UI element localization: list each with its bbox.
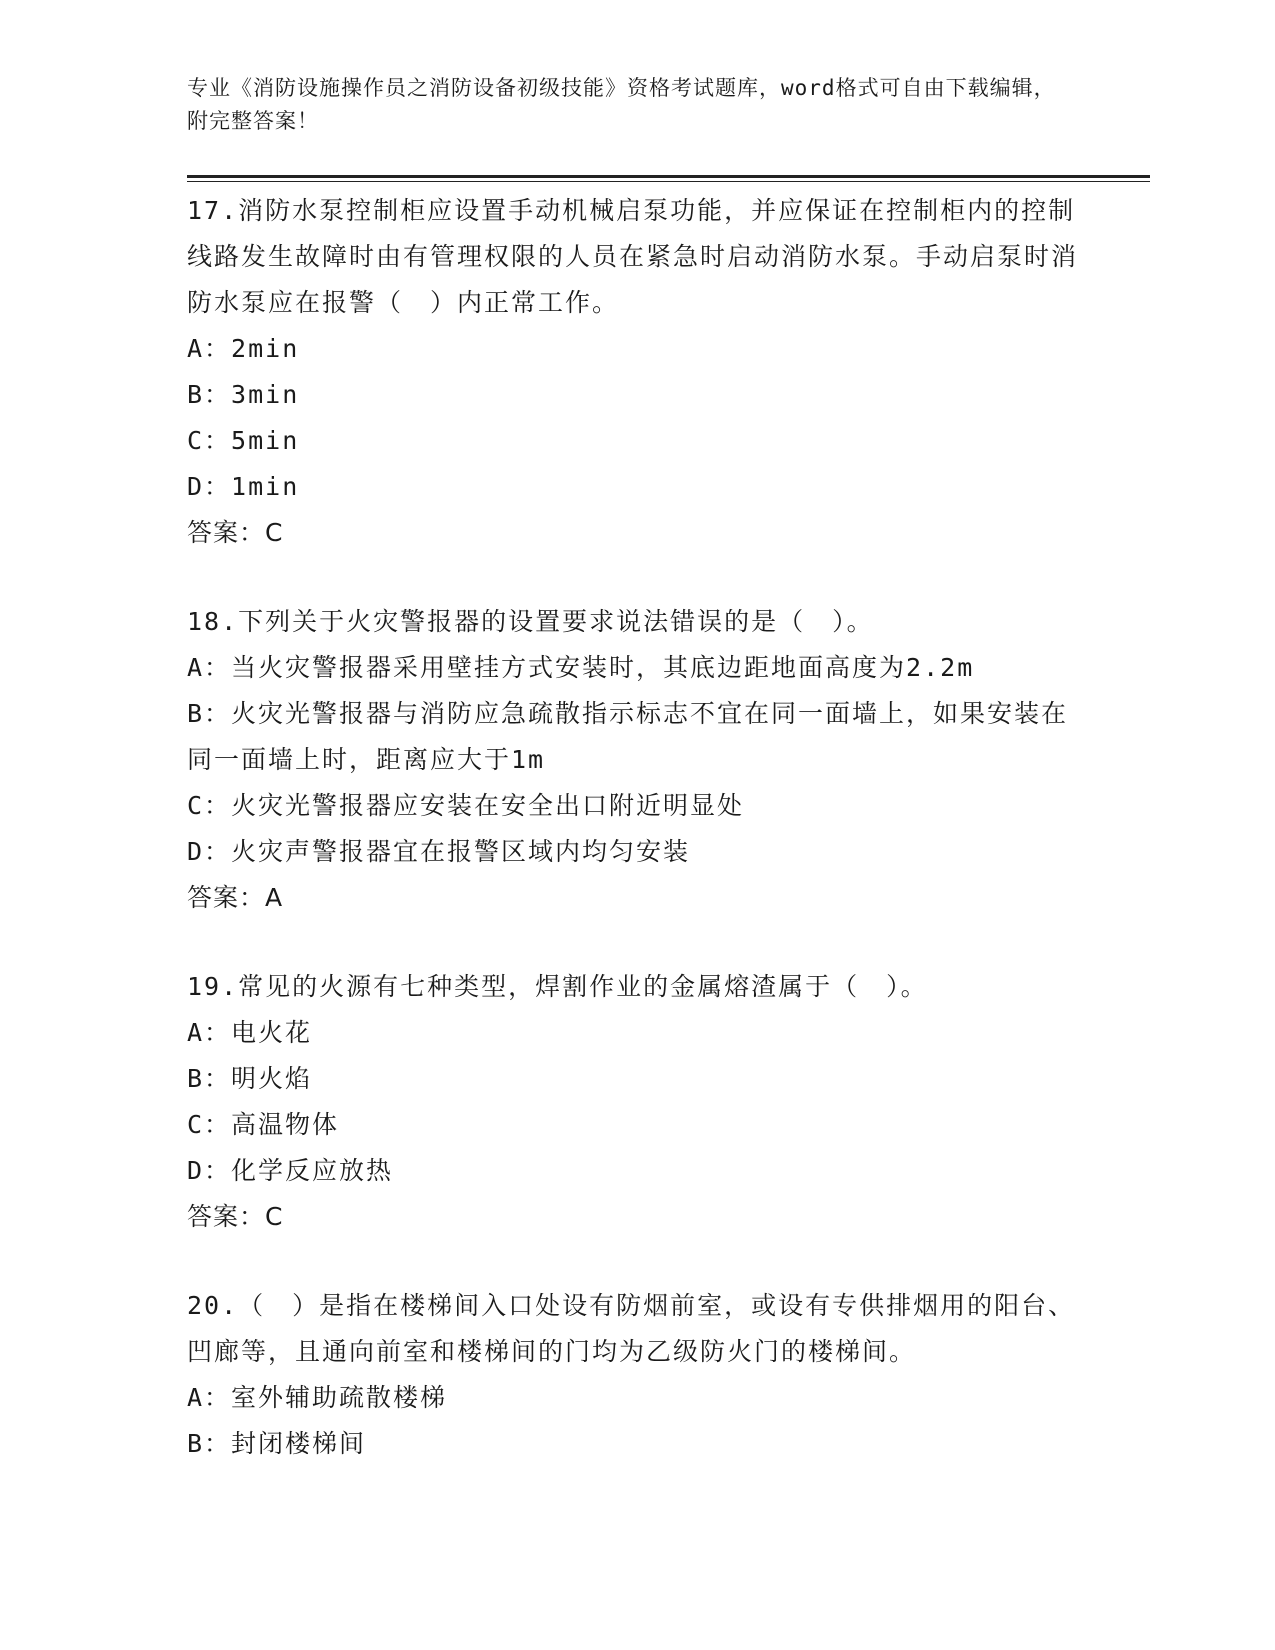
header-divider-thick [187,175,1150,178]
option-b: B：火灾光警报器与消防应急疏散指示标志不宜在同一面墙上，如果安装在同一面墙上时，距离应大于1m [187,699,1069,774]
question-17 [187,188,1087,556]
option-d: D：化学反应放热 [187,1156,394,1185]
option-c: C：高温物体 [187,1110,340,1139]
option-a: A：当火灾警报器采用壁挂方式安装时，其底边距地面高度为2.2m [187,653,975,682]
option-c: C：火灾光警报器应安装在安全出口附近明显处 [187,791,745,820]
question-spacer [187,921,1087,964]
question-stem: 20.（ ）是指在楼梯间入口处设有防烟前室，或设有专供排烟用的阳台、凹廊等，且通向前室和楼梯间的门均为乙级防火门的楼梯间。 [187,1291,1076,1366]
question-19 [187,964,1087,1240]
question-list [187,188,1087,1467]
option-b: B：明火焰 [187,1064,313,1093]
question-18 [187,599,1087,921]
option-c: C：5min [187,426,300,455]
question-spacer [187,556,1087,599]
option-d: D：1min [187,472,300,501]
option-a: A：2min [187,334,300,363]
question-stem: 17.消防水泵控制柜应设置手动机械启泵功能，并应保证在控制柜内的控制线路发生故障时由有管理权限的人员在紧急时启动消防水泵。手动启泵时消防水泵应在报警（ ）内正常工作。 [187,196,1079,317]
question-20 [187,1283,1087,1467]
option-b: B：3min [187,380,300,409]
option-a: A：电火花 [187,1018,313,1047]
question-spacer [187,1240,1087,1283]
answer-line: 答案：A [187,883,284,912]
document-header: 专业《消防设施操作员之消防设备初级技能》资格考试题库，word格式可自由下载编辑，附完整答案！ [187,76,1056,133]
question-stem: 18.下列关于火灾警报器的设置要求说法错误的是（ ）。 [187,607,874,636]
question-stem: 19.常见的火源有七种类型，焊割作业的金属熔渣属于（ ）。 [187,972,928,1001]
option-a: A：室外辅助疏散楼梯 [187,1383,448,1412]
answer-line: 答案：C [187,518,284,547]
option-b: B：封闭楼梯间 [187,1429,367,1458]
option-d: D：火灾声警报器宜在报警区域内均匀安装 [187,837,691,866]
header-divider-thin [187,181,1150,182]
answer-line: 答案：C [187,1202,284,1231]
